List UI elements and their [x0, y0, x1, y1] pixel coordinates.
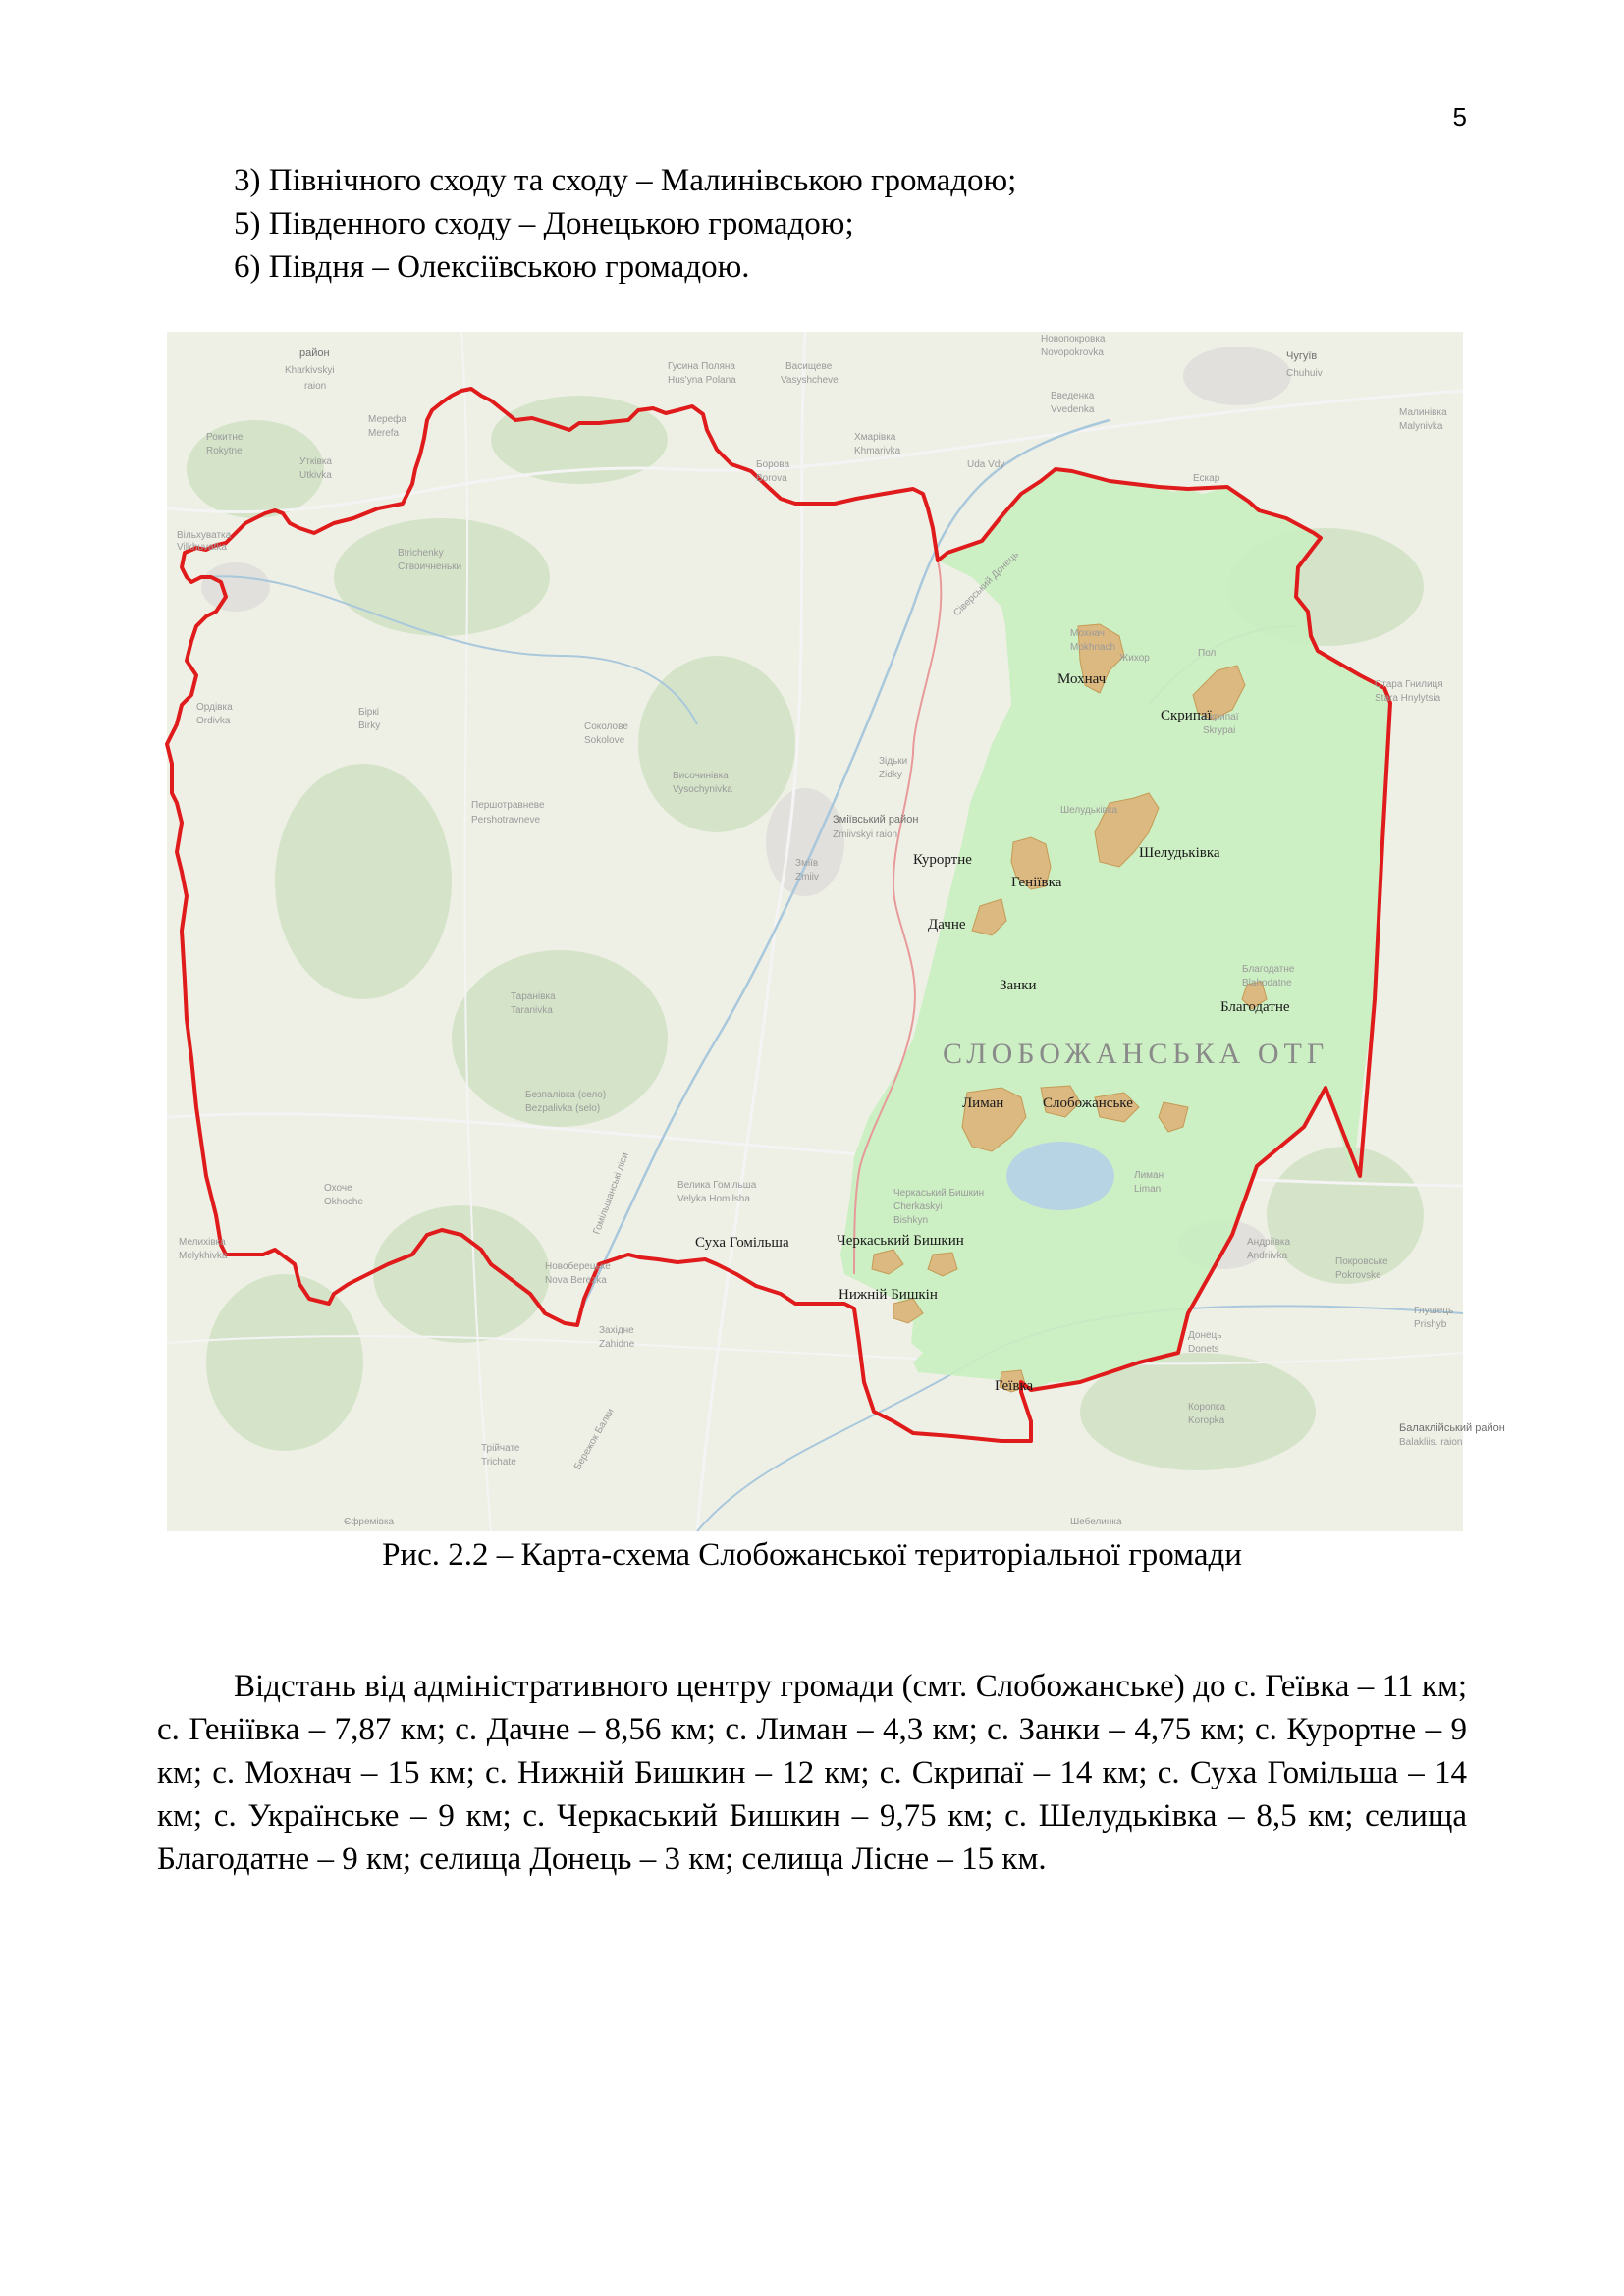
- list-item: 5) Південного сходу – Донецькою громадою;: [234, 206, 854, 241]
- place-label: Вільхуватка: [177, 530, 232, 541]
- place-label: Khmarivka: [854, 446, 901, 456]
- place-label: Малинівка: [1399, 407, 1447, 418]
- place-label: Зміїв: [795, 858, 819, 869]
- place-label: Коропка: [1188, 1402, 1226, 1413]
- place-label: Malynivka: [1399, 421, 1443, 432]
- place-label: Chuhuiv: [1286, 368, 1323, 379]
- place-label: Лиман: [1134, 1170, 1164, 1181]
- page-number: 5: [1452, 102, 1467, 132]
- place-label: Велика Гомільша: [677, 1180, 757, 1191]
- place-label: Мохнач: [1070, 628, 1105, 639]
- list-item: 3) Північного сходу та сходу – Малинівською громадою;: [234, 163, 1017, 198]
- place-label: Vysochynivka: [673, 784, 732, 795]
- place-label: Зідьки: [879, 756, 908, 767]
- place-label: Okhoche: [324, 1197, 364, 1207]
- place-label: Zmiivskyi raion: [833, 829, 898, 840]
- list-item: 6) Півдня – Олексіївською громадою.: [234, 249, 750, 285]
- place-label: Біркі: [358, 707, 379, 718]
- place-label: Хмарівка: [854, 432, 896, 443]
- place-label: Andriivka: [1247, 1251, 1288, 1261]
- place-label: Новопокровка: [1041, 334, 1106, 345]
- place-label: Безпалівка (село): [525, 1090, 607, 1100]
- place-label: Hus'yna Polana: [668, 375, 736, 386]
- liman-lake: [1006, 1142, 1114, 1210]
- place-label: Taranivka: [511, 1005, 553, 1016]
- place-label: Donets: [1188, 1344, 1219, 1355]
- place-label: Західне: [599, 1325, 634, 1336]
- village-label-sukha-homilsha: Суха Гомільша: [695, 1235, 789, 1251]
- place-label: Черкаський Бишкин: [893, 1188, 985, 1199]
- place-label: Шебелинка: [1070, 1517, 1122, 1527]
- place-label: Birky: [358, 721, 381, 731]
- place-label: Шелудьківка: [1060, 805, 1118, 816]
- place-label: Sokolove: [584, 735, 625, 746]
- place-label: Novopokrovka: [1041, 347, 1104, 358]
- map-svg: [167, 332, 1505, 1531]
- place-label: Cherkaskyi: [893, 1201, 943, 1212]
- place-label: Merefa: [368, 428, 400, 439]
- place-label: Андріївка: [1247, 1237, 1291, 1248]
- place-label: Vilkhuvatka: [177, 542, 227, 553]
- place-label: Бережок Балки: [572, 1406, 617, 1472]
- place-label: Рокитне: [206, 432, 244, 443]
- place-label: Mokhnach: [1070, 642, 1116, 653]
- place-label: Охоче: [324, 1183, 352, 1194]
- place-label: Zahidne: [599, 1339, 635, 1350]
- village-label-heivka: Геївка: [995, 1378, 1034, 1394]
- place-label: Borova: [756, 473, 787, 484]
- place-label: Зміївський район: [833, 814, 919, 826]
- place-label: Утківка: [299, 456, 332, 467]
- place-label: Blahodatne: [1242, 978, 1292, 988]
- place-label: Сіверський Донець: [951, 549, 1021, 619]
- place-label: Стара Гнилиця: [1375, 679, 1443, 690]
- place-label: Таранівка: [511, 991, 556, 1002]
- village-label-kurortne: Курортне: [913, 852, 972, 868]
- village-label-slobozhanske: Слобожанське: [1043, 1095, 1133, 1111]
- place-label: Боровa: [756, 459, 790, 470]
- place-label: Prishyb: [1414, 1319, 1447, 1330]
- village-label-zanky: Занки: [1000, 978, 1037, 993]
- place-label: raion: [304, 381, 327, 392]
- place-label: Rokytne: [206, 446, 243, 456]
- place-label: Ствоичненьки: [398, 561, 462, 572]
- place-label: Першотравневе: [471, 800, 545, 811]
- place-label: Введенка: [1051, 391, 1095, 401]
- place-label: Єфремівка: [344, 1517, 395, 1527]
- place-label: Nova Berezka: [545, 1275, 607, 1286]
- figure-caption: Рис. 2.2 – Карта-схема Слобожанської територіальної громади: [382, 1537, 1242, 1573]
- place-label: Балаклійський район: [1399, 1422, 1505, 1434]
- place-label: Ордівка: [196, 702, 233, 713]
- place-label: Utkivka: [299, 470, 332, 481]
- place-label: Жихор: [1119, 653, 1150, 664]
- place-label: Koropka: [1188, 1415, 1225, 1426]
- place-label: Донець: [1188, 1330, 1222, 1341]
- village-label-cherkaskyi-byshkyn: Черкаський Бишкин: [837, 1233, 964, 1249]
- place-label: район: [299, 347, 330, 359]
- place-label: Stara Hnylytsia: [1375, 693, 1441, 704]
- place-label: Ескар: [1193, 473, 1220, 484]
- place-label: Соколове: [584, 721, 628, 732]
- place-label: Глушець: [1414, 1306, 1454, 1316]
- place-label: Пол: [1198, 648, 1217, 659]
- place-label: Скрипаї: [1203, 712, 1239, 722]
- village-label-heniivka: Геніївка: [1011, 875, 1062, 890]
- place-label: Kharkivskyi: [285, 365, 335, 376]
- place-label: Благодатне: [1242, 964, 1295, 975]
- place-label: Melykhivka: [179, 1251, 228, 1261]
- place-label: Pokrovske: [1335, 1270, 1381, 1281]
- place-label: Вtrichenky: [398, 548, 444, 559]
- place-label: Васищеве: [785, 361, 833, 372]
- place-label: Vvedenka: [1051, 404, 1095, 415]
- place-label: Гусина Поляна: [668, 361, 735, 372]
- place-label: Ordivka: [196, 716, 231, 726]
- place-label: Мерефа: [368, 414, 406, 425]
- place-label: Uda Vdy: [967, 459, 1005, 470]
- village-label-mokhnach: Мохнач: [1057, 671, 1107, 687]
- place-label: Гомільшанські ліси: [591, 1150, 631, 1237]
- village-label-lyman: Лиман: [962, 1095, 1004, 1111]
- place-label: Bezpalivka (selo): [525, 1103, 601, 1114]
- place-label: Balakliis. raion: [1399, 1437, 1463, 1448]
- place-label: Височинівка: [673, 771, 729, 781]
- place-label: Мелихівка: [179, 1237, 226, 1248]
- place-label: Trichate: [481, 1457, 516, 1468]
- place-label: Чугуїв: [1286, 350, 1318, 362]
- village-label-dachne: Дачне: [928, 917, 966, 933]
- otg-title: СЛОБОЖАНСЬКА ОТГ: [943, 1038, 1329, 1070]
- place-label: Zidky: [879, 770, 902, 780]
- village-label-sheludkivka: Шелудьківка: [1139, 845, 1220, 861]
- place-label: Pershotravneve: [471, 815, 541, 826]
- village-label-skrypai: Скрипаї: [1161, 708, 1212, 723]
- place-label: Bishkyn: [893, 1215, 929, 1226]
- border-list: [234, 159, 1016, 289]
- distance-paragraph: Відстань від адміністративного центру громади (смт. Слобожанське) до с. Геївка – 11 км; с. Геніївка – 7,87 км; с. Дачне – 8,56 км; с. Лиман – 4,3 км; с. Занки – 4,75 км; с. Курортне – 9 км; с. Мохнач – 15 км; с. Нижній Бишкин – 12 км; с. Скрипаї – 14 км; с. Суха Гомільша – 14 км; с. Українське – 9 км; с. Черкаський Бишкин – 9,75 км; с. Шелудьківка – 8,5 км; селища Благодатне – 9 км; селища Донець – 3 км; селища Лісне – 15 км.: [157, 1669, 1467, 1877]
- place-label: Трійчате: [481, 1443, 520, 1454]
- place-label: Vasyshcheve: [781, 375, 839, 386]
- place-label: Покровське: [1335, 1256, 1388, 1267]
- place-label: Zmiiv: [795, 872, 819, 882]
- place-label: Новоберецьке: [545, 1261, 611, 1272]
- community-map: [167, 332, 1505, 1531]
- village-label-blahodatne: Благодатне: [1220, 999, 1290, 1015]
- village-label-nyzhnii-byshkin: Нижній Бишкін: [839, 1287, 938, 1303]
- place-label: Liman: [1134, 1184, 1162, 1195]
- place-label: Skrypai: [1203, 725, 1236, 736]
- place-label: Velyka Homilsha: [677, 1194, 750, 1204]
